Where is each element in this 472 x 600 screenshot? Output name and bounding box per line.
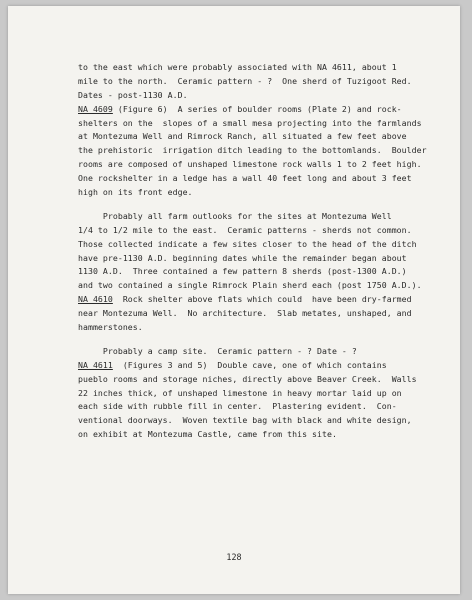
text-line: [78, 158, 438, 172]
line-text: (Figure 6) A series of boulder rooms (Plate 2) and rock-: [112, 103, 402, 114]
line-text: hammerstones.: [78, 322, 143, 333]
text-line: [78, 359, 438, 373]
line-text: (Figures 3 and 5) Double cave, one of which contains: [112, 359, 387, 370]
text-line: [78, 61, 438, 75]
text-line: [78, 75, 438, 89]
line-text: the prehistoric irrigation ditch leading to the bottomlands. Boulder: [78, 145, 427, 156]
line-text: shelters on the slopes of a small mesa projecting into the farmlands: [78, 117, 422, 128]
line-text: One rockshelter in a ledge has a wall 40 feet long and about 3 feet: [78, 173, 412, 184]
line-text: 1130 A.D. Three contained a few pattern 8 sherds (post-1300 A.D.): [78, 266, 407, 277]
line-text: 1/4 to 1/2 mile to the east. Ceramic patterns - sherds not common.: [78, 224, 412, 235]
text-line: [78, 89, 438, 103]
line-text: and two contained a single Rimrock Plain sherd each (post 1750 A.D.).: [78, 280, 422, 291]
line-text: each side with rubble fill in center. Plastering evident. Con-: [78, 401, 397, 412]
line-text: mile to the north. Ceramic pattern - ? One sherd of Tuzigoot Red.: [78, 75, 412, 86]
text-line: [78, 400, 438, 414]
text-line: [78, 373, 438, 387]
text-line: [78, 293, 438, 307]
document-body: [78, 61, 438, 442]
line-text: rooms are composed of unshaped limestone rock walls 1 to 2 feet high.: [78, 159, 422, 170]
text-line: [78, 224, 438, 238]
line-text: Probably all farm outlooks for the sites at Montezuma Well: [78, 210, 392, 221]
text-line: [78, 144, 438, 158]
line-text: Dates - post-1130 A.D.: [78, 89, 188, 100]
text-line: [78, 130, 438, 144]
line-text: on exhibit at Montezuma Castle, came from this site.: [78, 429, 337, 440]
line-text: pueblo rooms and storage niches, directly above Beaver Creek. Walls: [78, 373, 417, 384]
text-line: [78, 345, 438, 359]
site-number: NA 4611: [78, 359, 113, 370]
text-line: [78, 279, 438, 293]
site-number: NA 4610: [78, 294, 113, 305]
text-line: [78, 414, 438, 428]
text-line: [78, 252, 438, 266]
text-line: [78, 103, 438, 117]
text-line: [78, 210, 438, 224]
text-line: [78, 307, 438, 321]
page-number: 128: [226, 552, 242, 562]
text-line: [78, 428, 438, 442]
text-line: [78, 117, 438, 131]
paragraph-gap: [78, 200, 438, 210]
text-line: [78, 172, 438, 186]
line-text: ventional doorways. Woven textile bag with black and white design,: [78, 415, 412, 426]
line-text: to the east which were probably associated with NA 4611, about 1: [78, 62, 397, 72]
site-number: NA 4609: [78, 103, 113, 114]
text-line: [78, 321, 438, 335]
line-text: Those collected indicate a few sites closer to the head of the ditch: [78, 238, 417, 249]
line-text: Probably a camp site. Ceramic pattern - ? Date - ?: [78, 345, 357, 356]
line-text: have pre-1130 A.D. beginning dates while the remainder began about: [78, 252, 407, 263]
text-line: [78, 186, 438, 200]
line-text: 22 inches thick, of unshaped limestone in heavy mortar laid up on: [78, 387, 402, 398]
text-line: [78, 387, 438, 401]
text-line: [78, 265, 438, 279]
document-page: [8, 6, 460, 594]
line-text: at Montezuma Well and Rimrock Ranch, all situated a few feet above: [78, 131, 407, 142]
paragraph-gap: [78, 335, 438, 345]
text-line: [78, 238, 438, 252]
line-text: near Montezuma Well. No architecture. Slab metates, unshaped, and: [78, 308, 412, 319]
line-text: high on its front edge.: [78, 187, 193, 198]
line-text: Rock shelter above flats which could have been dry-farmed: [112, 294, 412, 305]
